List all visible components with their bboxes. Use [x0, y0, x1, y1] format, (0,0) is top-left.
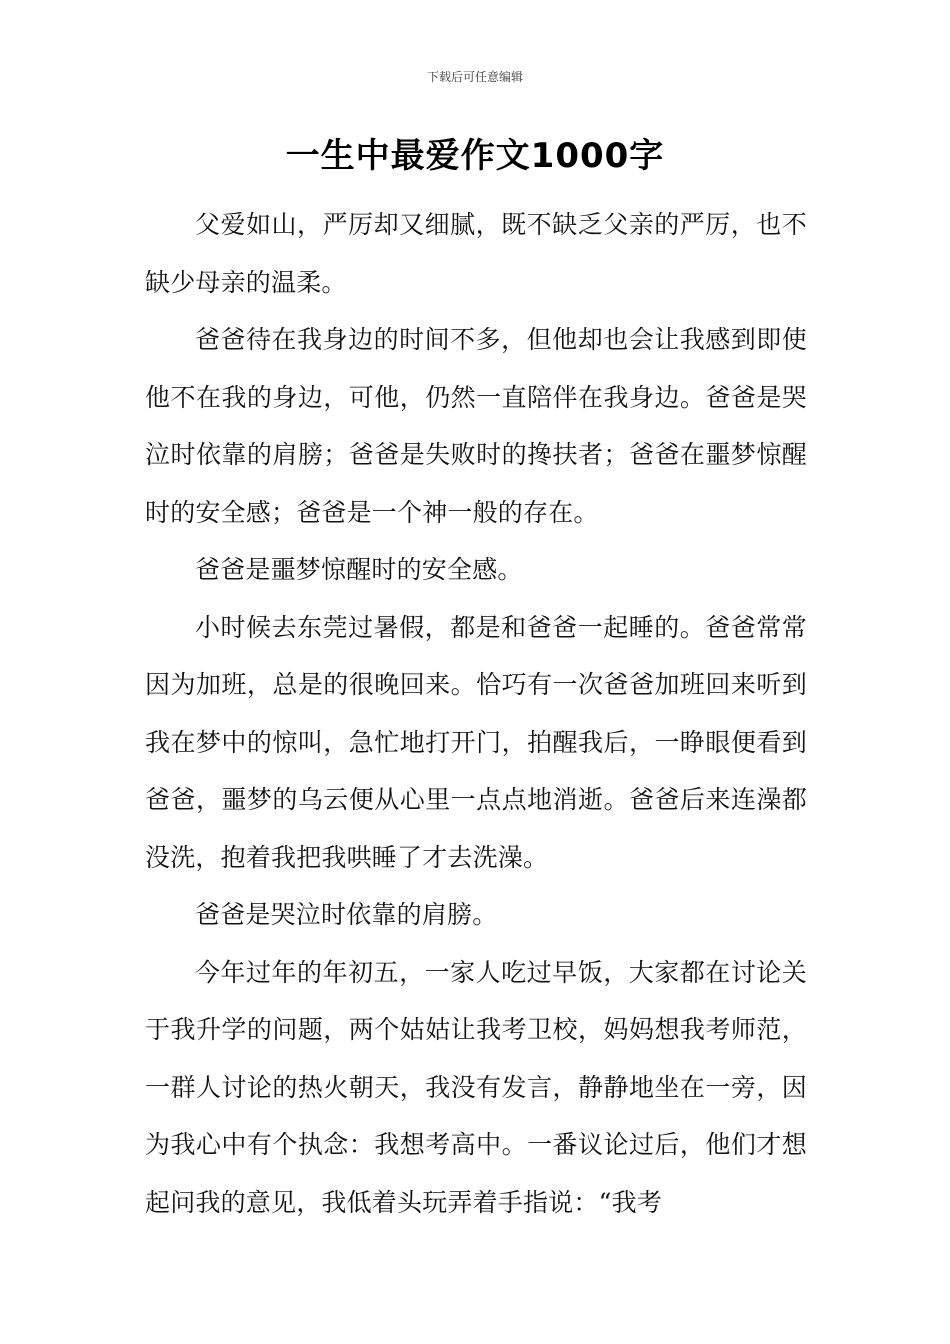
document-body	[145, 196, 807, 1231]
header-note: 下载后可任意编辑	[426, 70, 523, 84]
paragraph: 今年过年的年初五，一家人吃过早饭，大家都在讨论关于我升学的问题，两个姑姑让我考卫校，妈妈想我考师范，一群人讨论的热火朝天，我没有发言，静静地坐在一旁，因为我心中有个执念：我想考高中。一番议论过后，他们才想起问我的意见，我低着头玩弄着手指说：“我考	[145, 957, 807, 1217]
paragraph: 爸爸是噩梦惊醒时的安全感。	[195, 555, 523, 584]
paragraph: 爸爸待在我身边的时间不多，但他却也会让我感到即使他不在我的身边，可他，仍然一直陪伴在我身边。爸爸是哭泣时依靠的肩膀；爸爸是失败时的搀扶者；爸爸在噩梦惊醒时的安全感；爸爸是一个神一般的存在。	[145, 325, 807, 527]
document-title: 一生中最爱作文1000字	[285, 136, 665, 176]
paragraph: 爸爸是哭泣时依靠的肩膀。	[195, 900, 498, 929]
paragraph: 父爱如山，严厉却又细腻，既不缺乏父亲的严厉，也不缺少母亲的温柔。	[145, 210, 807, 297]
paragraph: 小时候去东莞过暑假，都是和爸爸一起睡的。爸爸常常因为加班，总是的很晚回来。恰巧有一次爸爸加班回来听到我在梦中的惊叫，急忙地打开门，拍醒我后，一睁眼便看到爸爸，噩梦的乌云便从心里一点点地消逝。爸爸后来连澡都没洗，抱着我把我哄睡了才去洗澡。	[145, 612, 807, 872]
